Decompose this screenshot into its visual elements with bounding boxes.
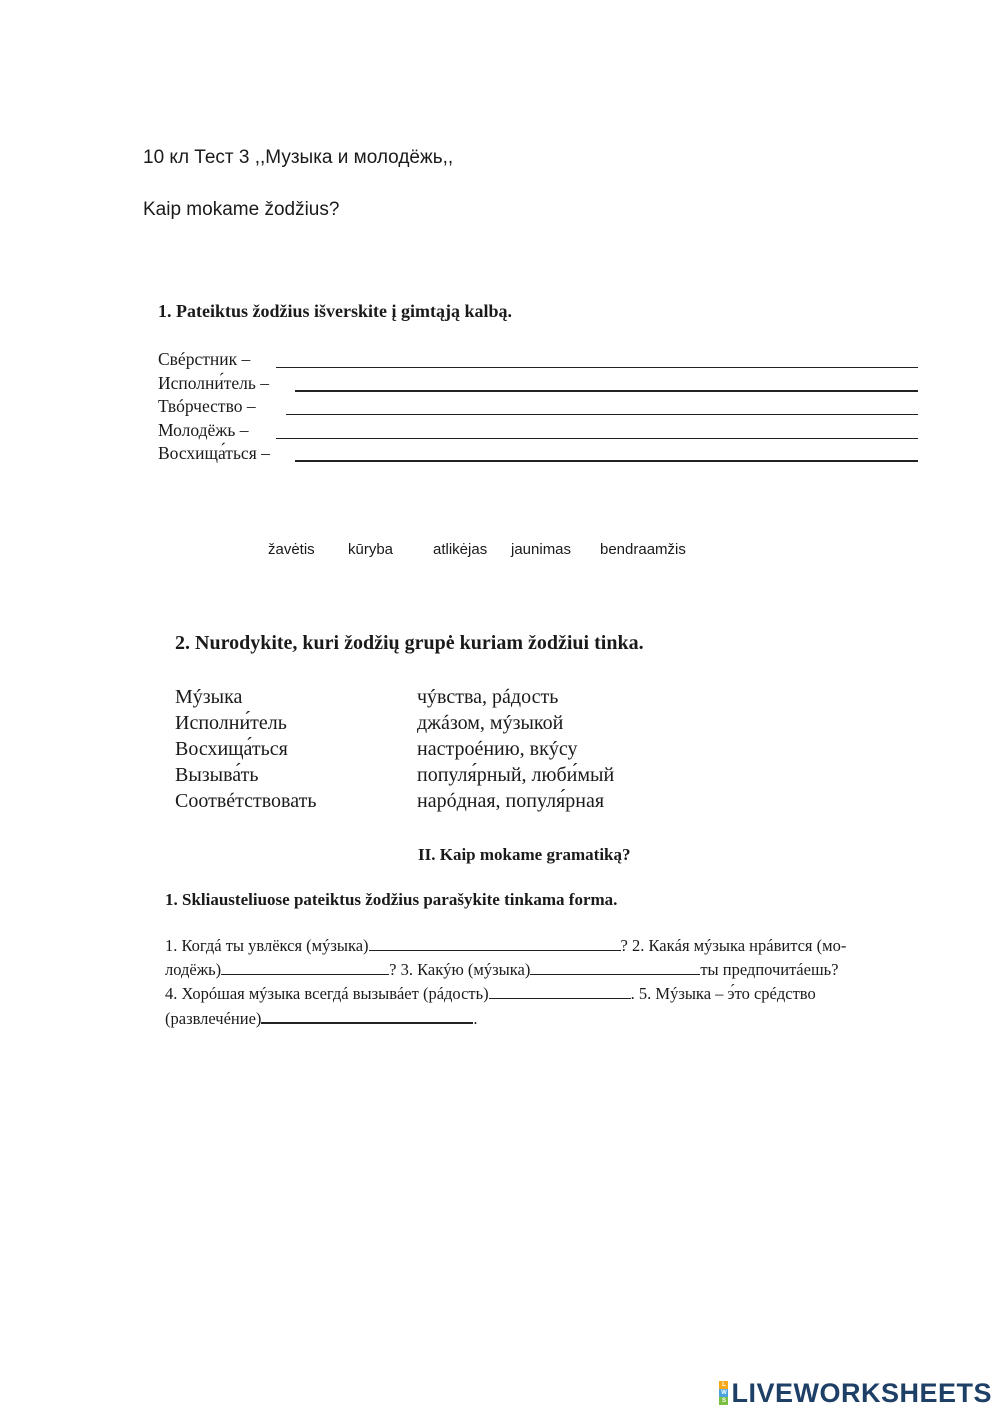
task2-left-word[interactable]: Соотвéтствовать (175, 790, 317, 812)
worksheet-subtitle: Kaip mokame žodžius? (143, 199, 340, 220)
task3-text: 4. Хорóшая мýзыка всегдá вызывáет (рáдость) (165, 984, 489, 1003)
logo-letter: S (719, 1397, 728, 1405)
answer-line[interactable] (276, 438, 918, 439)
task3-line (165, 1008, 917, 1029)
task3-text: ? 3. Какýю (мýзыка) (389, 960, 531, 979)
task1-row (158, 373, 918, 395)
task3-line (165, 936, 917, 956)
task1-word: Восхища́ться – (158, 443, 270, 463)
task2-left-word[interactable]: Восхища́ться (175, 738, 288, 760)
answer-blank[interactable] (369, 936, 621, 951)
task3-text: ты предпочитáешь? (700, 960, 839, 979)
task2-right-group[interactable]: настроéнию, вкýсу (417, 738, 578, 760)
answer-blank[interactable] (530, 960, 700, 975)
answer-line[interactable] (295, 390, 918, 392)
task2-left-word[interactable]: Мýзыка (175, 686, 243, 708)
task1-word: Свéрстник – (158, 349, 251, 369)
liveworksheets-logo-icon (719, 1381, 728, 1405)
word-bank-item[interactable]: jaunimas (511, 541, 572, 558)
task1-word: Твóрчество – (158, 396, 256, 416)
task3-heading: 1. Skliausteliuose pateiktus žodžius parašykite tinkama forma. (165, 890, 618, 909)
task3-text: (развлечéние) (165, 1009, 262, 1028)
task1-heading: 1. Pateiktus žodžius išverskite į gimtąją kalbą. (158, 301, 512, 321)
task2-heading: 2. Nurodykite, kuri žodžių grupė kuriam žodžiui tinka. (175, 632, 644, 654)
answer-line[interactable] (286, 414, 918, 415)
worksheet-title: 10 кл Тест 3 ,,Музыка и молодёжь,, (143, 147, 454, 168)
task2-right-group[interactable]: популя́рный, люби́мый (417, 764, 615, 786)
task1-word: Исполни́тель – (158, 373, 270, 393)
word-bank-item[interactable]: bendraamžis (600, 541, 686, 558)
logo-letter: L (719, 1381, 728, 1389)
task1-row (158, 420, 918, 442)
answer-line[interactable] (276, 367, 918, 368)
task3-line (165, 984, 917, 1004)
task1-row (158, 443, 918, 465)
liveworksheets-brand[interactable] (719, 1378, 992, 1408)
task2-left-word[interactable]: Вызыва́ть (175, 764, 259, 786)
word-bank-item[interactable]: žavėtis (268, 541, 315, 558)
task1-word: Молодёжь – (158, 420, 249, 440)
brand-text: LIVEWORKSHEETS (731, 1377, 992, 1408)
task1-row (158, 349, 918, 371)
task3-text: ? 2. Какáя мýзыка нрáвится (мо- (620, 936, 847, 955)
answer-line[interactable] (295, 460, 918, 462)
answer-blank[interactable] (221, 960, 389, 975)
task2-left-word[interactable]: Исполни́тель (175, 712, 287, 734)
section2-heading: II. Kaip mokame gramatiką? (418, 845, 631, 864)
task2-right-group[interactable]: чýвства, рáдость (417, 686, 559, 708)
task3-text: 1. Когдá ты увлёкся (мýзыка) (165, 936, 369, 955)
task2-right-group[interactable]: нарóдная, популя́рная (417, 790, 605, 812)
logo-letter: W (721, 1390, 727, 1396)
task1-row (158, 396, 918, 418)
answer-blank[interactable] (489, 984, 631, 999)
task3-line (165, 960, 917, 980)
word-bank-item[interactable]: atlikėjas (433, 541, 488, 558)
word-bank-item[interactable]: kūryba (348, 541, 394, 558)
task3-text: лодёжь) (165, 960, 222, 979)
task3-text: . 5. Мýзыка – э́то срéдство (630, 984, 816, 1003)
task3-text: . (473, 1009, 478, 1028)
task2-right-group[interactable]: джáзом, мýзыкой (417, 712, 564, 734)
answer-blank[interactable] (261, 1008, 473, 1024)
